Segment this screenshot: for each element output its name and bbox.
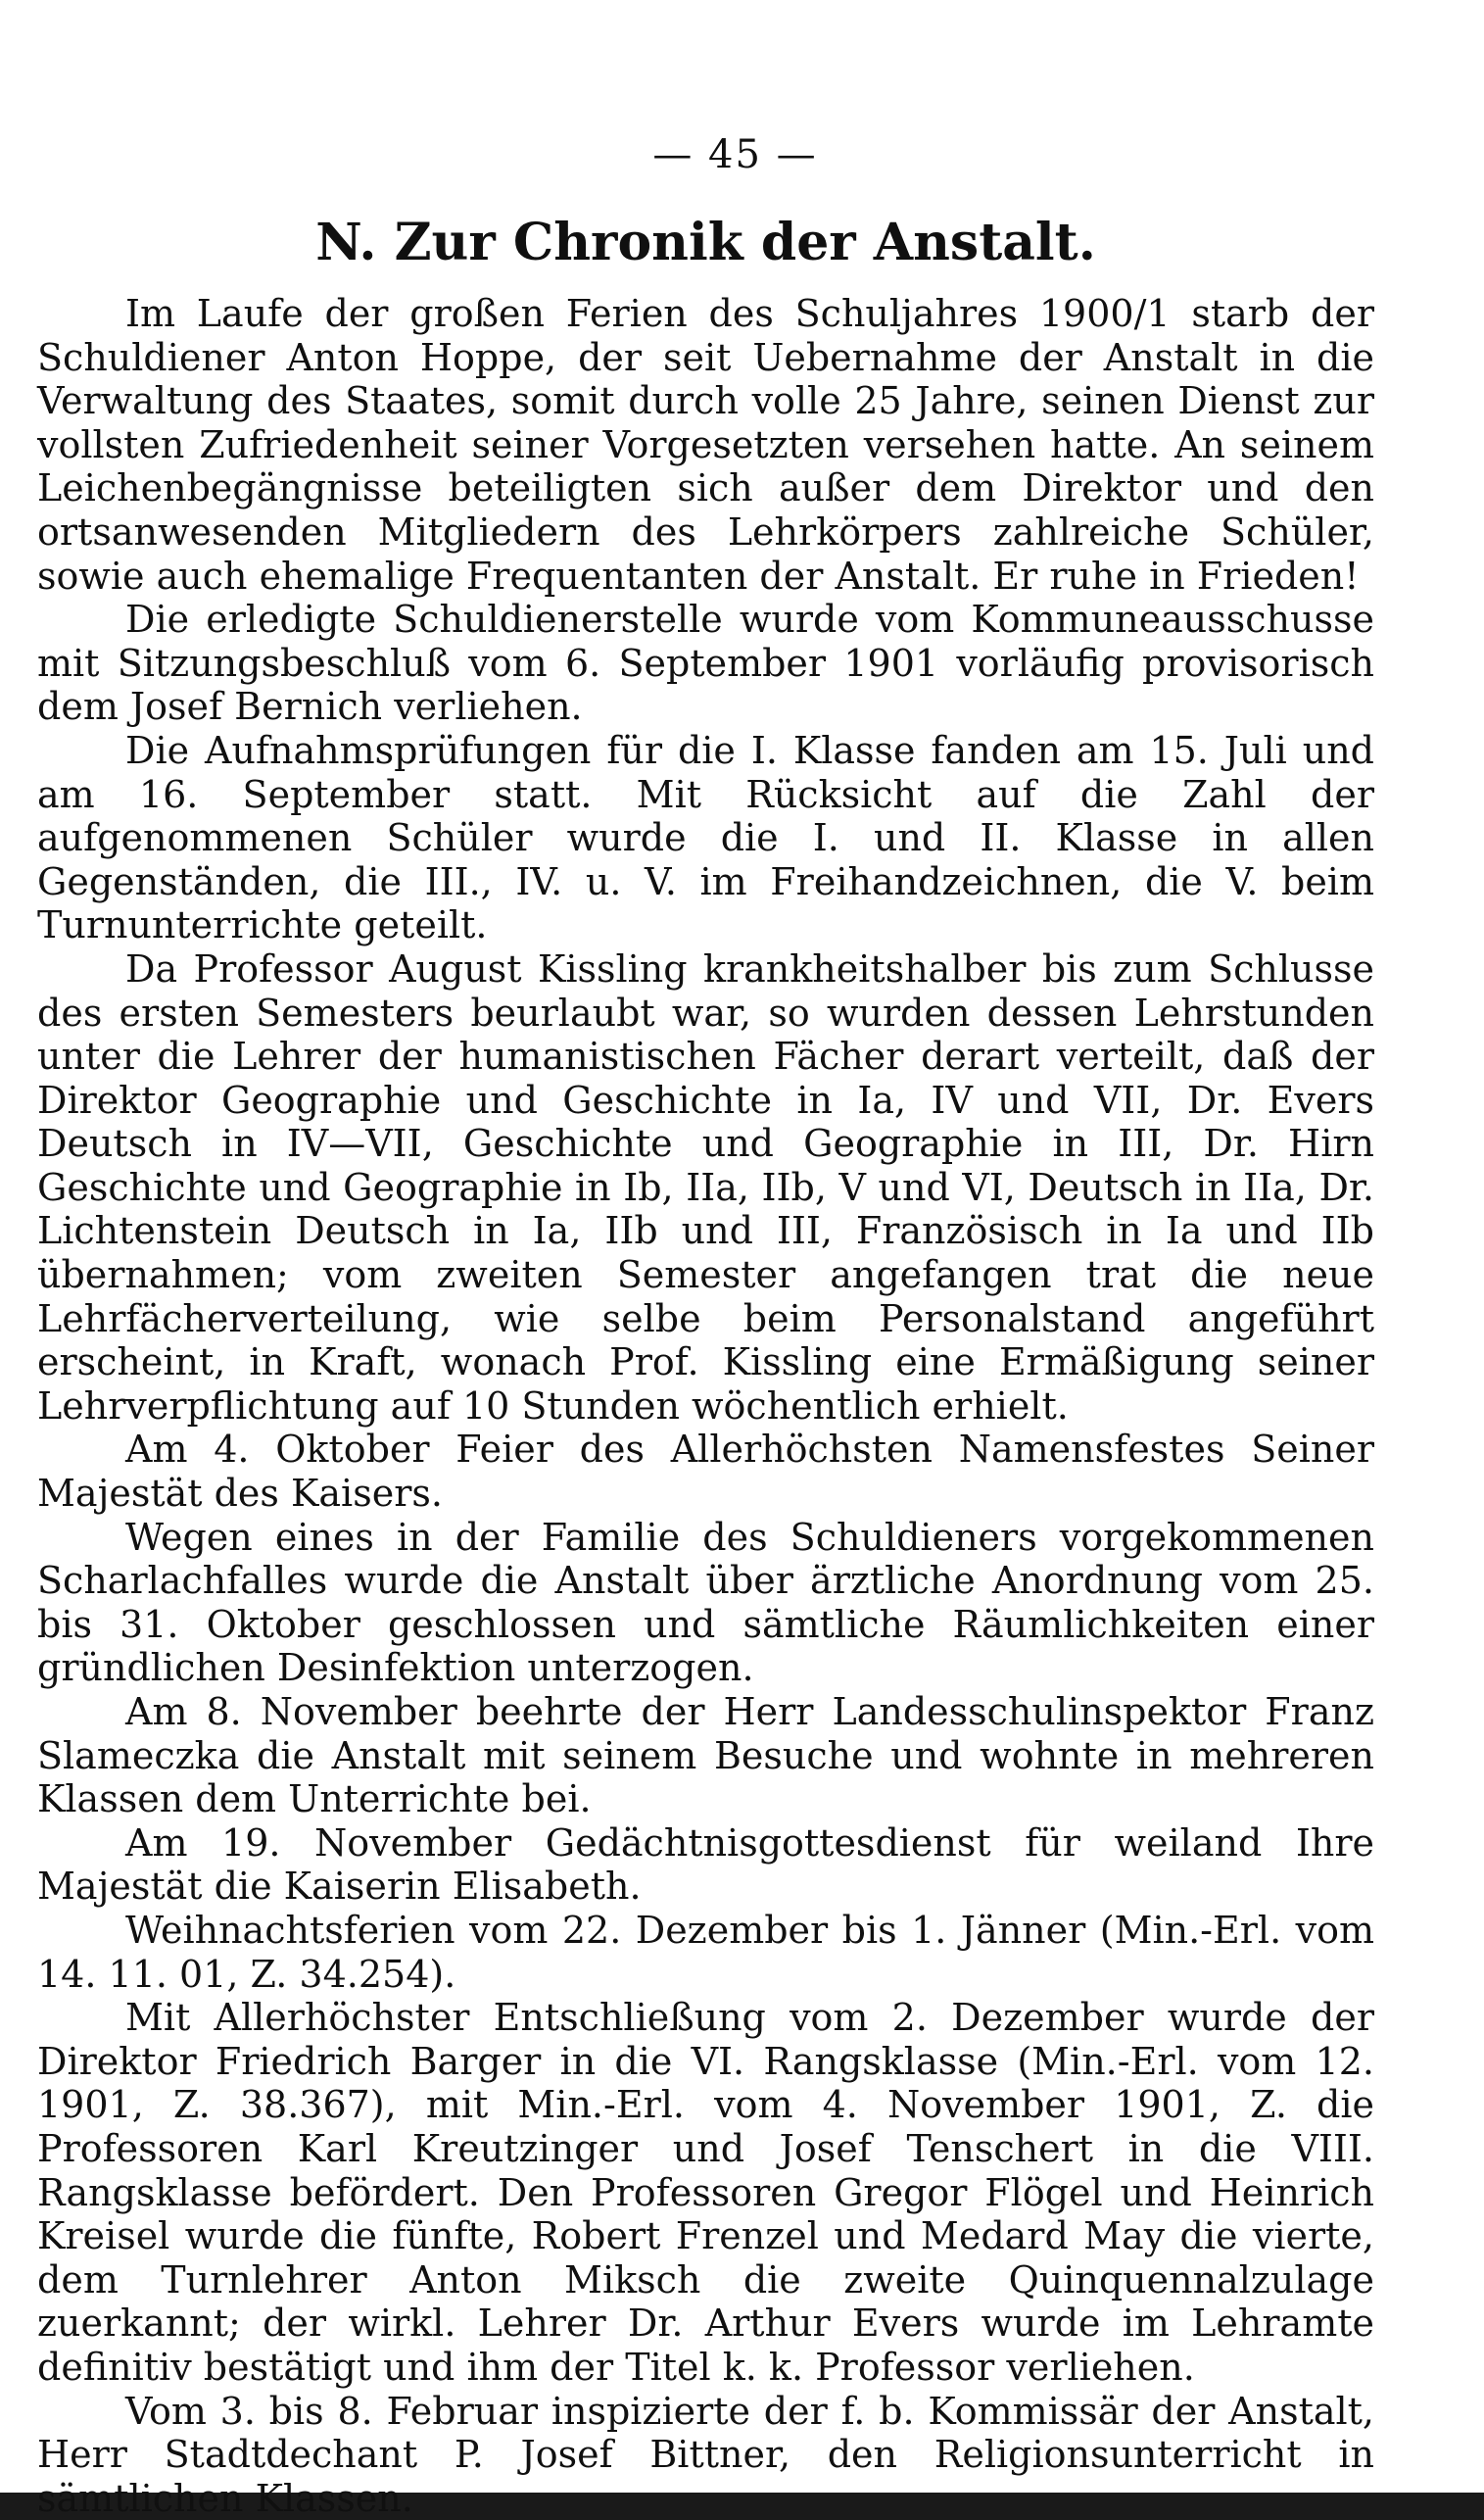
paragraph: Im Laufe der großen Ferien des Schuljahres 1900/1 starb der Schuldiener Anton Hoppe, der seit Uebernahme der Anstalt in die Verwaltung des Staates, somit durch volle 25 Jahre, seinen Dienst zur vollsten Zufriedenheit seiner Vorgesetzten versehen hatte. An seinem Leichenbegängnisse beteiligten sich außer dem Direktor und den ortsanwesenden Mitgliedern des Lehrkörpers zahlreiche Schüler, sowie auch ehemalige Frequentanten der Anstalt. Er ruhe in Frieden! xyxy=(37,292,1374,598)
paragraph: Die erledigte Schuldienerstelle wurde vom Kommuneausschusse mit Sitzungsbeschluß vom 6. September 1901 vorläufig provisorisch dem Josef Bernich verliehen. xyxy=(37,598,1374,729)
paragraph: Mit Allerhöchster Entschließung vom 2. Dezember wurde der Direktor Friedrich Barger in die VI. Rangsklasse (Min.-Erl. vom 12. 1901, Z. 38.367), mit Min.-Erl. vom 4. November 1901, Z. die Professoren Karl Kreutzinger und Josef Tenschert in die VIII. Rangsklasse befördert. Den Professoren Gregor Flögel und Heinrich Kreisel wurde die fünfte, Robert Frenzel und Medard May die vierte, dem Turnlehrer Anton Miksch die zweite Quinquennalzulage zuerkannt; der wirkl. Lehrer Dr. Arthur Evers wurde im Lehramte definitiv bestätigt und ihm der Titel k. k. Professor verliehen. xyxy=(37,1996,1374,2389)
paragraph: Da Professor August Kissling krankheitshalber bis zum Schlusse des ersten Semesters beurlaubt war, so wurden dessen Lehrstunden unter die Lehrer der humanistischen Fächer derart verteilt, daß der Direktor Geographie und Geschichte in Ia, IV und VII, Dr. Evers Deutsch in IV—VII, Geschichte und Geographie in III, Dr. Hirn Geschichte und Geographie in Ib, IIa, IIb, V und VI, Deutsch in IIa, Dr. Lichtenstein Deutsch in Ia, IIb und III, Französisch in Ia und IIb übernahmen; vom zweiten Semester angefangen trat die neue Lehrfächerverteilung, wie selbe beim Personalstand angeführt erscheint, in Kraft, wonach Prof. Kissling eine Ermäßigung seiner Lehrverpflichtung auf 10 Stunden wöchentlich erhielt. xyxy=(37,947,1374,1429)
paragraph: Wegen eines in der Familie des Schuldieners vorgekommenen Scharlachfalles wurde die Anstalt über ärztliche Anordnung vom 25. bis 31. Oktober geschlossen und sämtliche Räumlichkeiten einer gründlichen Desinfektion unterzogen. xyxy=(37,1516,1374,1690)
chronicle-body xyxy=(37,292,1374,2520)
section-title: N. Zur Chronik der Anstalt. xyxy=(37,204,1374,282)
paragraph: Am 8. November beehrte der Herr Landesschulinspektor Franz Slameczka die Anstalt mit seinem Besuche und wohnte in mehreren Klassen dem Unterrichte bei. xyxy=(37,1690,1374,1821)
paragraph: Die Aufnahmsprüfungen für die I. Klasse fanden am 15. Juli und am 16. September statt. Mit Rücksicht auf die Zahl der aufgenommenen Schüler wurde die I. und II. Klasse in allen Gegenständen, die III., IV. u. V. im Freihandzeichnen, die V. beim Turnunterrichte geteilt. xyxy=(37,729,1374,947)
paragraph: Am 19. November Gedächtnisgottesdienst für weiland Ihre Majestät die Kaiserin Elisabeth. xyxy=(37,1821,1374,1909)
paragraph: Vom 3. bis 8. Februar inspizierte der f. b. Kommissär der Anstalt, Herr Stadtdechant P. Josef Bittner, den Religionsunterricht in sämtlichen Klassen. xyxy=(37,2390,1374,2520)
paragraph: Weihnachtsferien vom 22. Dezember bis 1. Jänner (Min.-Erl. vom 14. 11. 01, Z. 34.254). xyxy=(37,1909,1374,1996)
paragraph: Am 4. Oktober Feier des Allerhöchsten Namensfestes Seiner Majestät des Kaisers. xyxy=(37,1428,1374,1515)
page-number: — 45 — xyxy=(37,125,1374,184)
